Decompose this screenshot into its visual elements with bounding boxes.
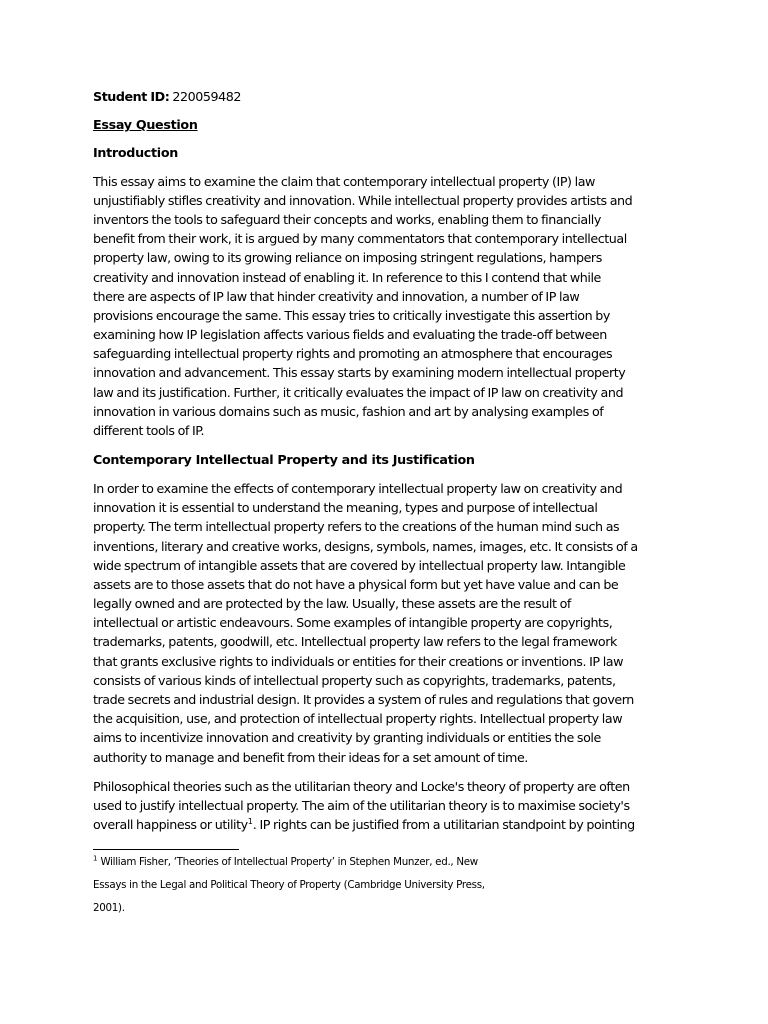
footnotes — [93, 851, 678, 920]
paragraph-line: unjustifiably stifles creativity and innovation. While intellectual property provides artists and — [93, 192, 633, 208]
section-heading-justification: Contemporary Intellectual Property and its Justification — [93, 451, 475, 467]
paragraph-line: trademarks, patents, goodwill, etc. Intellectual property law refers to the legal framework — [93, 634, 617, 650]
paragraph-line: In order to examine the effects of contemporary intellectual property law on creativity and — [93, 480, 623, 496]
paragraph-line: that grants exclusive rights to individuals or entities for their creations or inventions. IP law — [93, 653, 624, 669]
paragraph-line: safeguarding intellectual property rights and promoting an atmosphere that encourages — [93, 346, 613, 362]
paragraph-line: wide spectrum of intangible assets that are covered by intellectual property law. Intangible — [93, 557, 626, 573]
student-id-label: Student ID: — [93, 89, 170, 104]
document-body — [93, 87, 678, 834]
paragraph-line: different tools of IP. — [93, 423, 205, 438]
footnote-reference[interactable]: 1 — [247, 816, 253, 826]
footnote-separator — [93, 849, 239, 850]
definition-paragraph — [93, 479, 678, 767]
paragraph-line: property. The term intellectual property refers to the creations of the human mind such as — [93, 519, 620, 535]
footnote-1-continued: 2001). — [93, 902, 125, 914]
essay-question-heading: Essay Question — [93, 117, 198, 133]
paragraph-line-text: overall happiness or utility — [93, 816, 248, 832]
footnote-1-continued: Essays in the Legal and Political Theory of Property (Cambridge University Press, — [93, 879, 485, 891]
paragraph-line: intellectual or artistic endeavours. Some examples of intangible property are copyrights, — [93, 615, 613, 631]
paragraph-line: assets are to those assets that do not have a physical form but yet have value and can be — [93, 576, 619, 592]
paragraph-line: trade secrets and industrial design. It provides a system of rules and regulations that govern — [93, 692, 634, 708]
paragraph-line: innovation it is essential to understand the meaning, types and purpose of intellectual — [93, 500, 598, 516]
paragraph-line: examining how IP legislation affects various fields and evaluating the trade-off between — [93, 327, 607, 343]
paragraph-line: creativity and innovation instead of enabling it. In reference to this I contend that while — [93, 269, 601, 285]
paragraph-line: the acquisition, use, and protection of intellectual property rights. Intellectual property law — [93, 711, 623, 727]
paragraph-line: innovation in various domains such as music, fashion and art by analysing examples of — [93, 403, 604, 419]
footnote-marker: 1 — [93, 854, 98, 863]
paragraph-line — [93, 815, 678, 834]
paragraph-line: there are aspects of IP law that hinder creativity and innovation, a number of IP law — [93, 288, 580, 304]
introduction-paragraph — [93, 172, 678, 441]
paragraph-line: authority to manage and benefit from their ideas for a set amount of time. — [93, 749, 528, 765]
paragraph-line: aims to incentivize innovation and creativity by granting individuals or entities the sole — [93, 730, 601, 746]
paragraph-line: innovation and advancement. This essay starts by examining modern intellectual property — [93, 365, 626, 381]
footnote-1 — [93, 851, 678, 874]
student-id-value: 220059482 — [169, 89, 242, 104]
paragraph-line: provisions encourage the same. This essay tries to critically investigate this assertion by — [93, 307, 610, 323]
paragraph-line: This essay aims to examine the claim that contemporary intellectual property (IP) law — [93, 173, 595, 189]
paragraph-line: used to justify intellectual property. The aim of the utilitarian theory is to maximise society's — [93, 797, 630, 813]
paragraph-line: Philosophical theories such as the utilitarian theory and Locke's theory of property are often — [93, 778, 630, 794]
paragraph-line: consists of various kinds of intellectual property such as copyrights, trademarks, patents, — [93, 672, 616, 688]
paragraph-line: inventors the tools to safeguard their concepts and works, enabling them to financially — [93, 211, 601, 227]
philosophy-paragraph — [93, 777, 678, 835]
paragraph-line: property law, owing to its growing reliance on imposing stringent regulations, hampers — [93, 250, 602, 266]
paragraph-line: benefit from their work, it is argued by many commentators that contemporary intellectual — [93, 231, 627, 247]
paragraph-line: legally owned and are protected by the law. Usually, these assets are the result of — [93, 596, 571, 612]
paragraph-line: inventions, literary and creative works, designs, symbols, names, images, etc. It consists of a — [93, 538, 638, 554]
footnote-text: William Fisher, ‘Theories of Intellectual Property’ in Stephen Munzer, ed., New — [97, 856, 478, 868]
paragraph-line: law and its justification. Further, it critically evaluates the impact of IP law on creativity and — [93, 384, 624, 400]
introduction-heading: Introduction — [93, 145, 178, 161]
paragraph-line-text: . IP rights can be justified from a utilitarian standpoint by pointing — [252, 816, 635, 832]
student-id — [93, 87, 678, 106]
